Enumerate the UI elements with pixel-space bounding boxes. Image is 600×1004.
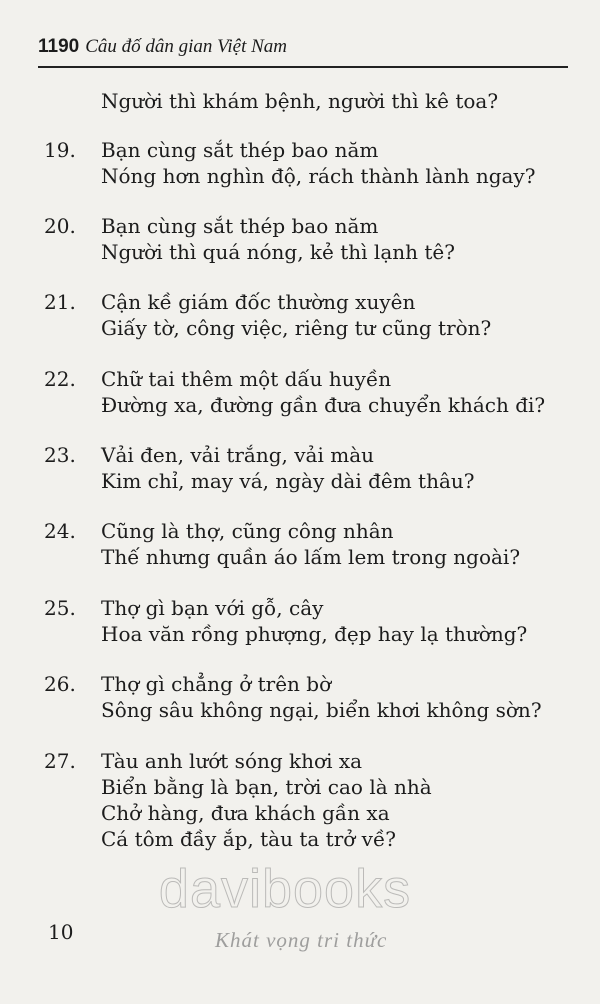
riddle-line: Cận kề giám đốc thường xuyên bbox=[101, 290, 416, 314]
riddle-line: Thế nhưng quần áo lấm lem trong ngoài? bbox=[101, 545, 521, 569]
riddle-line: Cá tôm đầy ắp, tàu ta trở về? bbox=[101, 827, 396, 851]
riddle-line: Vải đen, vải trắng, vải màu bbox=[101, 443, 374, 467]
riddle-number: 24. bbox=[44, 519, 76, 543]
page-number: 10 bbox=[48, 920, 74, 944]
riddle-line: Giấy tờ, công việc, riêng tư cũng tròn? bbox=[101, 316, 492, 340]
running-header bbox=[38, 36, 568, 68]
riddle-lines bbox=[101, 137, 535, 189]
watermark-brand: davibooks bbox=[158, 859, 412, 919]
riddle-line: Chữ tai thêm một dấu huyền bbox=[101, 367, 392, 391]
riddle-number: 20. bbox=[44, 214, 76, 238]
riddle-number: 23. bbox=[44, 443, 76, 467]
book-title: Câu đố dân gian Việt Nam bbox=[85, 36, 288, 57]
riddle-line: Cũng là thợ, cũng công nhân bbox=[101, 519, 394, 543]
watermark-slogan: Khát vọng tri thức bbox=[215, 928, 388, 952]
riddle-line: Tàu anh lướt sóng khơi xa bbox=[101, 749, 363, 773]
riddle-line: Đường xa, đường gần đưa chuyển khách đi? bbox=[101, 393, 546, 417]
riddle-lines bbox=[101, 518, 520, 570]
riddle-line: Biển bằng là bạn, trời cao là nhà bbox=[101, 775, 432, 799]
riddle-line: Hoa văn rồng phượng, đẹp hay lạ thường? bbox=[101, 622, 528, 646]
riddle-lines bbox=[101, 289, 491, 341]
riddle-line: Nóng hơn nghìn độ, rách thành lành ngay? bbox=[101, 164, 536, 188]
riddle-lines bbox=[101, 213, 455, 265]
riddle-lines bbox=[101, 748, 432, 852]
riddle-line: Thợ gì chẳng ở trên bờ bbox=[101, 672, 332, 696]
riddle-line: Sông sâu không ngại, biển khơi không sờn? bbox=[101, 698, 542, 722]
riddle-lines bbox=[101, 671, 542, 723]
riddle-line: Thợ gì bạn với gỗ, cây bbox=[101, 596, 324, 620]
riddle-number: 19. bbox=[44, 138, 76, 162]
carry-over-line: Người thì khám bệnh, người thì kê toa? bbox=[101, 89, 499, 113]
riddle-number: 25. bbox=[44, 596, 76, 620]
book-number: 1190 bbox=[38, 36, 80, 57]
riddle-line: Bạn cùng sắt thép bao năm bbox=[101, 138, 379, 162]
riddle-lines bbox=[101, 366, 545, 418]
riddle-number: 27. bbox=[44, 749, 76, 773]
riddle-lines bbox=[101, 595, 527, 647]
riddle-line: Kim chỉ, may vá, ngày dài đêm thâu? bbox=[101, 469, 475, 493]
riddle-number: 22. bbox=[44, 367, 76, 391]
riddle-line: Bạn cùng sắt thép bao năm bbox=[101, 214, 379, 238]
riddle-number: 26. bbox=[44, 672, 76, 696]
riddle-line: Chở hàng, đưa khách gần xa bbox=[101, 801, 390, 825]
riddle-lines bbox=[101, 442, 475, 494]
riddle-line: Người thì quá nóng, kẻ thì lạnh tê? bbox=[101, 240, 455, 264]
riddle-number: 21. bbox=[44, 290, 76, 314]
